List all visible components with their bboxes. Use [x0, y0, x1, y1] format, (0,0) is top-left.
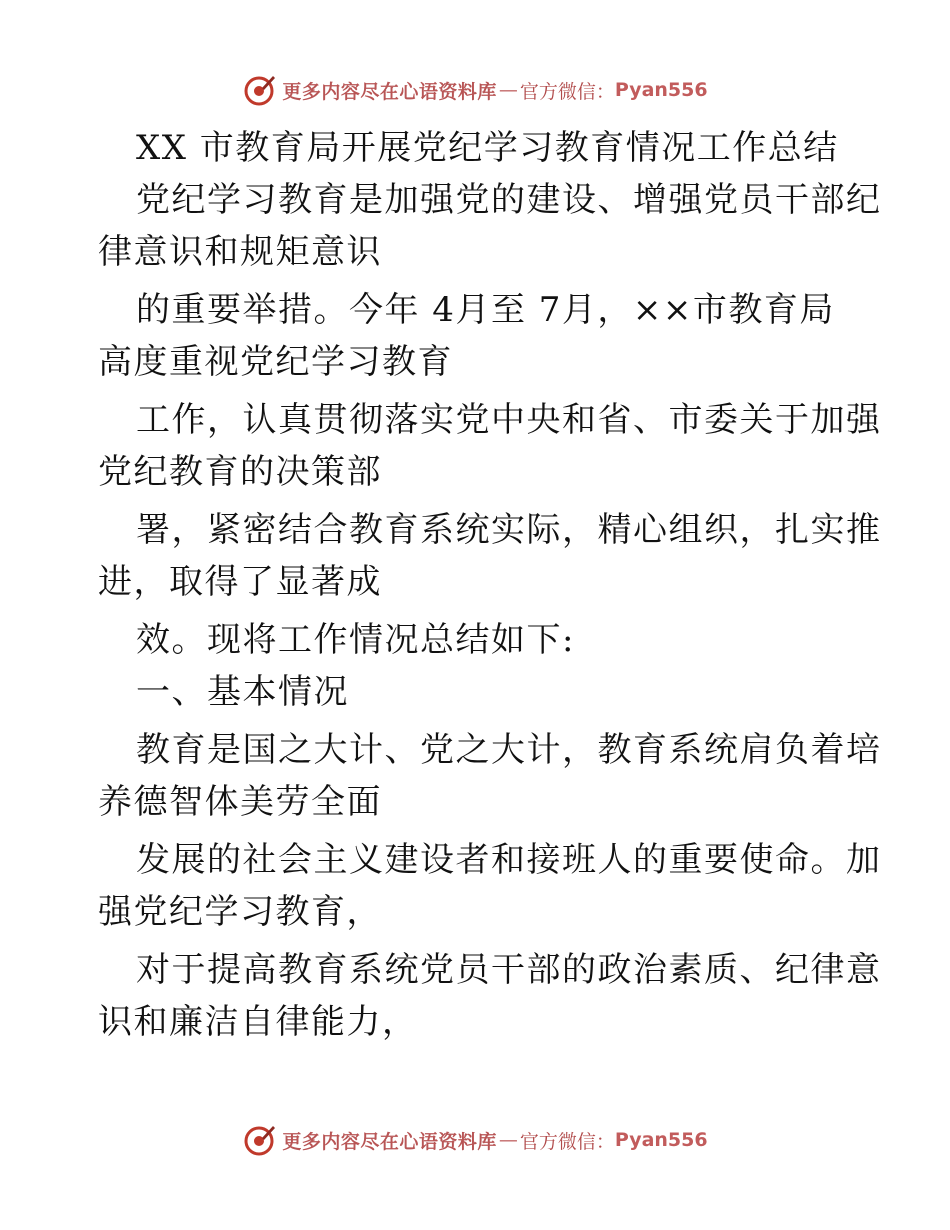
- watermark-label: 官方微信：: [519, 1130, 615, 1153]
- paragraph-line: 党纪教育的决策部: [98, 452, 382, 492]
- watermark-main-text: 更多内容尽在心语资料库: [282, 1130, 497, 1153]
- paragraph-line: 效。现将工作情况总结如下:: [136, 620, 575, 660]
- paragraph-line: 对于提高教育系统党员干部的政治素质、纪律意: [136, 950, 882, 990]
- paragraph-line: 识和廉洁自律能力，: [98, 1002, 418, 1042]
- footer-watermark: [0, 1120, 950, 1160]
- document-title: XX 市教育局开展党纪学习教育情况工作总结: [136, 128, 839, 168]
- header-watermark: [0, 70, 950, 110]
- paragraph-line: 律意识和规矩意识: [98, 232, 382, 272]
- pen-logo-icon: [242, 1123, 276, 1157]
- watermark-account: Pyan556: [614, 1129, 708, 1151]
- paragraph-line: 的重要举措。今年 4月至 7月，××市教育局: [136, 290, 835, 330]
- watermark-separator: —: [498, 1129, 518, 1151]
- paragraph-line: 教育是国之大计、党之大计，教育系统肩负着培: [136, 730, 882, 770]
- watermark-separator: —: [498, 79, 518, 101]
- paragraph-line: 高度重视党纪学习教育: [98, 342, 453, 382]
- paragraph-line: 强党纪学习教育，: [98, 892, 382, 932]
- paragraph-line: 工作，认真贯彻落实党中央和省、市委关于加强: [136, 400, 882, 440]
- section-heading: 一、基本情况: [136, 672, 349, 712]
- watermark-account: Pyan556: [614, 79, 708, 101]
- watermark-main-text: 更多内容尽在心语资料库: [282, 80, 497, 103]
- paragraph-line: 党纪学习教育是加强党的建设、增强党员干部纪: [136, 180, 882, 220]
- watermark-label: 官方微信：: [519, 80, 615, 103]
- paragraph-line: 署，紧密结合教育系统实际，精心组织，扎实推: [136, 510, 882, 550]
- paragraph-line: 进，取得了显著成: [98, 562, 382, 602]
- document-body: [98, 122, 882, 1048]
- pen-logo-icon: [242, 73, 276, 107]
- paragraph-line: 养德智体美劳全面: [98, 782, 382, 822]
- paragraph-line: 发展的社会主义建设者和接班人的重要使命。加: [136, 840, 882, 880]
